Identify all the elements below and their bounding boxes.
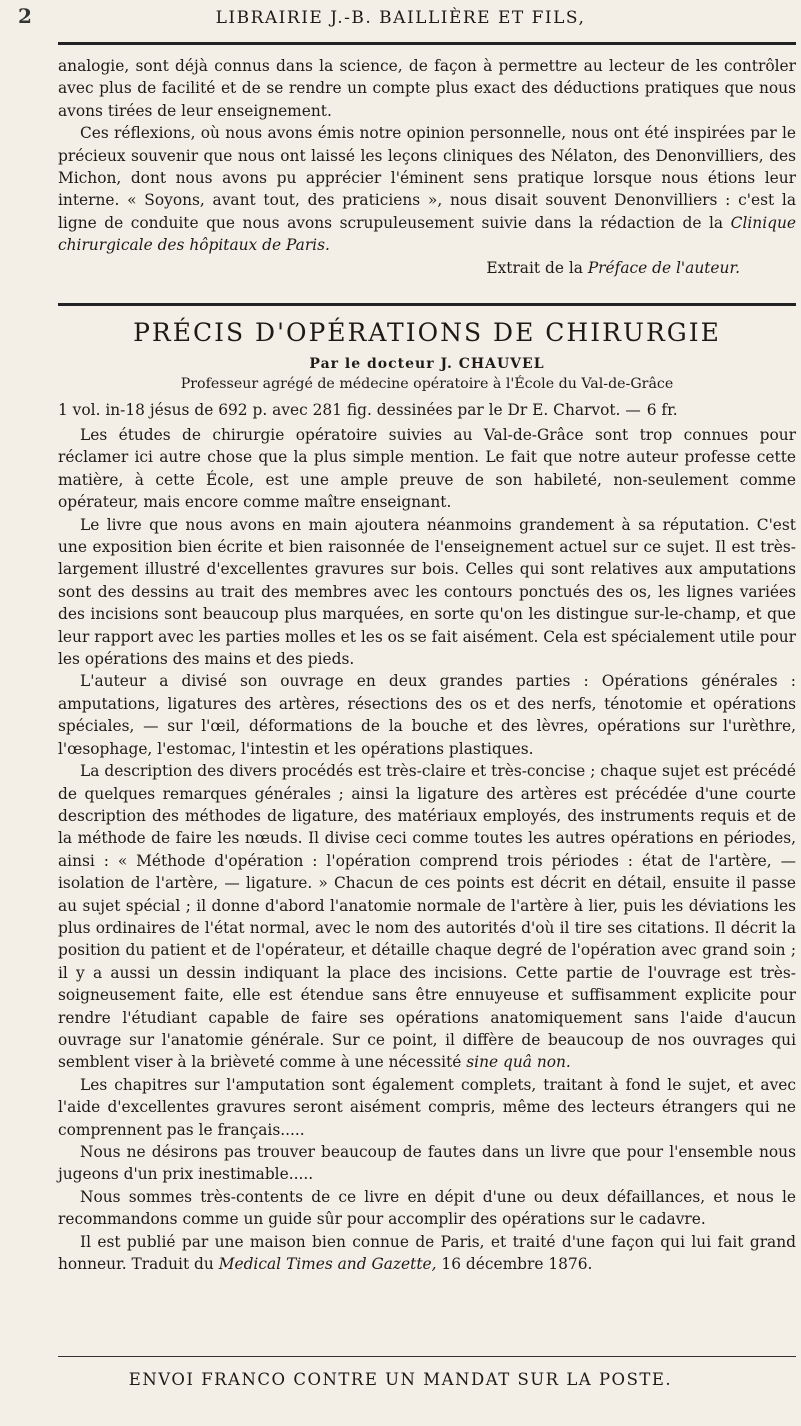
review-date: 16 décembre 1876. <box>436 1255 593 1274</box>
review-paragraph-2: Le livre que nous avons en main ajoutera néanmoins grandement à sa réputation. C'est une exposition bien écrite et bien raisonnée de l'enseignement actuel sur ce sujet. Il est très-largement illustré d'excellentes gravures sur bois. Celles qui sont relatives aux amputations sont des dessins au trait des membres avec les contours ponctués des os, les lignes variées des incisions sont beaucoup plus marquées, en sorte qu'on les distingue sur-le-champ, et que leur rapport avec les parties molles et les os se fait aisément. Cela est spécialement utile pour les opérations des mains et des pieds. <box>58 515 796 669</box>
footer-rule <box>58 1356 796 1357</box>
author-affiliation: Professeur agrégé de médecine opératoire à l'École du Val-de-Grâce <box>180 376 674 392</box>
review-paragraph-4-text: La description des divers procédés est très-claire et très-concise ; chaque sujet est précédé de quelques remarques générales ; ainsi la ligature des artères est précédée d'une courte description des méthodes de ligature, des matériaux employés, des instruments requis et de la méthode de faire les nœuds. Il divise ceci comme toutes les autres opérations en périodes, ainsi : « Méthode d'opération : l'opération comprend trois périodes : état de l'artère, — isolation de l'artère, — ligature. » Chacun de ces points est décrit en détail, ensuite il passe au sujet spécial ; il donne d'abord l'anatomie normale de l'artère à lier, puis les déviations les plus ordinaires de l'état normal, avec le nom des autorités d'où il tire ses citations. Il décrit la position du patient et de l'opérateur, et détaille chaque degré de l'opération avec grand soin ; il y a aussi un dessin indiquant la place des incisions. Cette partie de l'ouvrage est très-soigneusement faite, elle est étendue sans être ennuyeuse et suffisamment explicite pour rendre l'étudiant capable de faire ses opérations anatomiquement sans l'aide d'aucun ouvrage sur l'anatomie générale. Sur ce point, il diffère de beaucoup de nos ouvrages qui semblent viser à la brièveté comme à une nécessité <box>58 762 796 1072</box>
bibliographic-line <box>58 399 796 421</box>
bibliographic-description: 1 vol. in-18 jésus de 692 p. avec 281 fig. dessinées par le Dr E. Charvot. — <box>58 401 641 419</box>
running-head: LIBRAIRIE J.-B. BAILLIÈRE ET FILS, <box>215 8 586 28</box>
header-rule <box>58 42 796 45</box>
review-paragraph-1: Les études de chirurgie opératoire suivies au Val-de-Grâce sont trop connues pour réclamer ici autre chose que la plus simple mention. Le fait que notre auteur professe cette matière, à cette École, est une ample preuve de son habileté, non-seulement comme opérateur, mais encore comme maître enseignant. <box>58 426 796 512</box>
page-number: 2 <box>18 4 32 28</box>
book-price: 6 fr. <box>646 401 678 419</box>
review-text <box>58 424 796 1275</box>
preface-paragraph-1: analogie, sont déjà connus dans la science, de façon à permettre au lecteur de les contrôler avec plus de facilité et de se rendre un compte plus exact des déductions pratiques que nous avons tirées de leur enseignement. <box>58 57 796 120</box>
review-paragraph-4 <box>58 760 796 1074</box>
section-rule <box>58 303 796 306</box>
preface-excerpt <box>58 55 796 279</box>
book-title: PRÉCIS D'OPÉRATIONS DE CHIRURGIE <box>133 318 721 347</box>
clinique-title: Clinique chirurgicale des hôpitaux de Paris. <box>58 213 796 255</box>
preface-paragraph-2-text: Ces réflexions, où nous avons émis notre opinion personnelle, nous ont été inspirées par le précieux souvenir que nous ont laissé les leçons cliniques des Nélaton, des Denonvilliers, des Michon, dont nous avons pu apprécier l'éminent sens pratique lorsque nous étions leur interne. « Soyons, avant tout, des praticiens », nous disait souvent Denonvilliers : c'est la ligne de conduite que nous avons scrupuleusement suivie dans la rédaction de la <box>58 124 796 232</box>
review-paragraph-3: L'auteur a divisé son ouvrage en deux grandes parties : Opérations générales : amputations, ligatures des artères, résections des os et des nerfs, ténotomie et opérations spéciales, — sur l'œil, déformations de la bouche et des lèvres, opérations sur l'urèthre, l'œsophage, l'estomac, l'intestin et les opérations plastiques. <box>58 672 796 758</box>
review-paragraph-8 <box>58 1231 796 1276</box>
journal-title: Medical Times and Gazette, <box>218 1255 437 1274</box>
latin-phrase: sine quâ non. <box>466 1053 571 1072</box>
book-author: Par le docteur J. CHAUVEL <box>309 356 545 372</box>
preface-source <box>58 257 796 279</box>
preface-paragraph-2 <box>58 122 796 256</box>
review-paragraph-5: Les chapitres sur l'amputation sont également complets, traitant à fond le sujet, et avec l'aide d'excellentes gravures seront aisément compris, même des lecteurs étrangers qui ne comprennent pas le français..... <box>58 1075 796 1139</box>
review-paragraph-8-text: Il est publié par une maison bien connue de Paris, et traité d'une façon qui lui fait grand honneur. Traduit du <box>58 1232 796 1274</box>
source-title: Préface de l'auteur. <box>587 258 740 277</box>
review-paragraph-7: Nous sommes très-contents de ce livre en dépit d'une ou deux défaillances, et nous le recommandons comme un guide sûr pour accomplir des opérations sur le cadavre. <box>58 1187 796 1229</box>
source-prefix: Extrait de la <box>486 258 588 277</box>
footer-notice: ENVOI FRANCO CONTRE UN MANDAT SUR LA POSTE. <box>128 1370 673 1389</box>
review-paragraph-6: Nous ne désirons pas trouver beaucoup de fautes dans un livre que pour l'ensemble nous jugeons d'un prix inestimable..... <box>58 1143 796 1184</box>
